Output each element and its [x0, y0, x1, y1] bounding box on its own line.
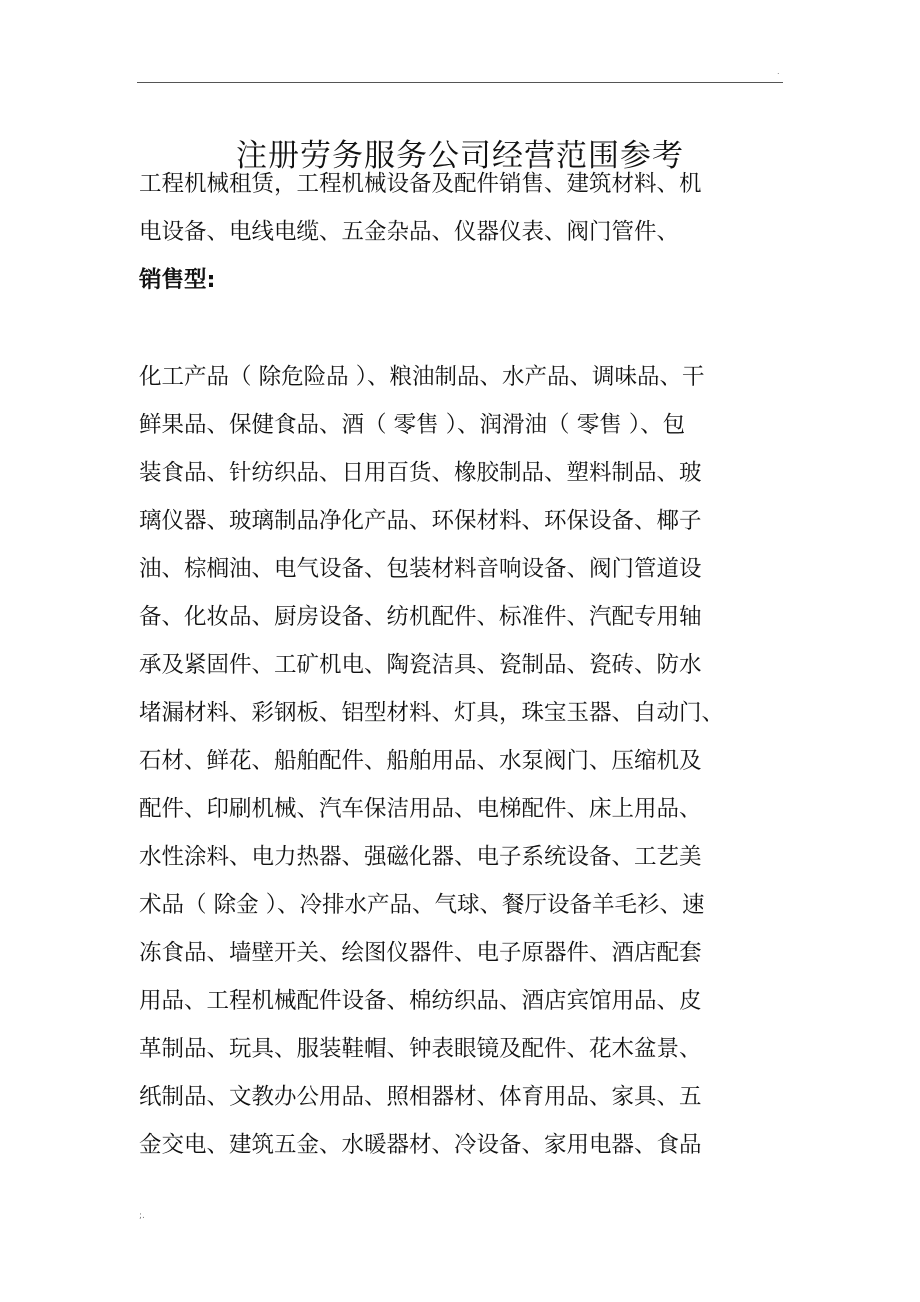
body-line: 水性涂料、电力热器、强磁化器、电子系统设备、工艺美	[139, 844, 702, 870]
body-line: 冻食品、墙壁开关、绘图仪器件、电子原器件、酒店配套	[139, 940, 702, 966]
body-line: 术品（ 除金 ）、冷排水产品、气球、餐厅设备羊毛衫、速	[139, 892, 705, 918]
header-dot: .	[777, 67, 780, 76]
intro-paragraph	[139, 160, 785, 256]
body-line: 金交电、建筑五金、水暖器材、冷设备、家用电器、食品	[139, 1132, 702, 1158]
body-line: 配件、印刷机械、汽车保洁用品、电梯配件、床上用品、	[139, 796, 702, 822]
header-rule	[137, 82, 783, 83]
body-line: 用品、工程机械配件设备、棉纺织品、酒店宾馆用品、皮	[139, 988, 702, 1014]
body-line: 化工产品（ 除危险品 ）、粮油制品、水产品、调味品、干	[139, 364, 705, 390]
body-line: 纸制品、文教办公用品、照相器材、体育用品、家具、五	[139, 1084, 702, 1110]
sales-scope-paragraph	[139, 353, 799, 1169]
footer-mark: ;.	[139, 1211, 145, 1221]
body-line: 堵漏材料、彩钢板、铝型材料、灯具，珠宝玉器、自动门、	[139, 700, 725, 726]
intro-line: 工程机械租赁，工程机械设备及配件销售、建筑材料、机	[139, 171, 702, 197]
body-line: 备、化妆品、厨房设备、纺机配件、标准件、汽配专用轴	[139, 604, 702, 630]
body-line: 石材、鲜花、船舶配件、船舶用品、水泵阀门、压缩机及	[139, 748, 702, 774]
intro-line: 电设备、电线电缆、五金杂品、仪器仪表、阀门管件、	[139, 219, 680, 245]
body-line: 装食品、针纺织品、日用百货、橡胶制品、塑料制品、玻	[139, 460, 702, 486]
section-heading-sales: 销售型:	[139, 267, 216, 293]
body-line: 革制品、玩具、服装鞋帽、钟表眼镜及配件、花木盆景、	[139, 1036, 702, 1062]
body-line: 承及紧固件、工矿机电、陶瓷洁具、瓷制品、瓷砖、防水	[139, 652, 702, 678]
body-line: 油、棕榈油、电气设备、包装材料音响设备、阀门管道设	[139, 556, 702, 582]
body-line: 鲜果品、保健食品、酒（ 零售 ）、润滑油（ 零售 ）、包	[139, 412, 686, 438]
document-title: 注册劳务服务公司经营范围参考	[236, 137, 684, 174]
body-line: 璃仪器、玻璃制品净化产品、环保材料、环保设备、椰子	[139, 508, 702, 534]
